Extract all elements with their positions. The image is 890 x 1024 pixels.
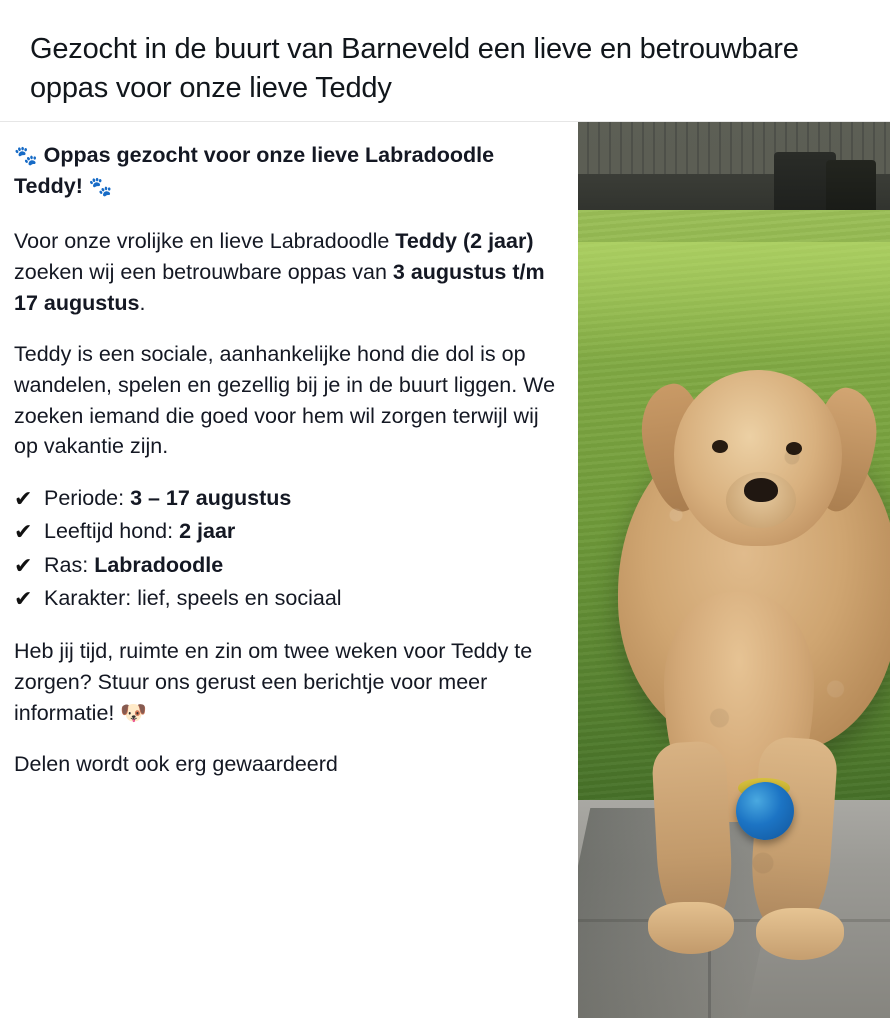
post-heading: [14, 140, 562, 202]
photo-bin-right: [826, 160, 876, 216]
post-paragraph-2: Teddy is een sociale, aanhankelijke hond die dol is op wandelen, spelen en gezellig bij je in de buurt liggen. We zoeken iemand die goed voor hem wil zorgen terwijl wij op vakantie zijn.: [14, 342, 556, 459]
post-closing-paragraph: [14, 636, 562, 728]
check-icon: ✔: [14, 486, 33, 512]
post-photo[interactable]: [578, 122, 890, 1018]
check-icon: ✔: [14, 519, 33, 545]
post-checklist: [14, 483, 562, 614]
checklist-label: Leeftijd hond:: [44, 519, 180, 544]
dog-face-icon: 🐶: [120, 700, 148, 725]
checklist-item-ras: [14, 550, 562, 581]
post-paragraph-1: [14, 226, 562, 318]
checklist-item-text: [44, 583, 342, 614]
post-body: [0, 121, 890, 1018]
para1-part-1: Voor onze vrolijke en lieve Labradoodle: [14, 229, 396, 254]
checklist-item-periode: [14, 483, 562, 514]
checklist-item-karakter: [14, 583, 562, 614]
para1-part-2: Teddy (2 jaar): [395, 229, 534, 254]
check-icon: ✔: [14, 552, 33, 578]
blue-ball: [736, 782, 794, 840]
paw-print-icon-left: 🐾: [14, 146, 38, 168]
checklist-value: lief, speels en sociaal: [137, 585, 342, 610]
checklist-item-text: [44, 516, 235, 547]
post-share-line: Delen wordt ook erg gewaardeerd: [14, 752, 338, 777]
dog-paw-right: [756, 908, 844, 960]
dog-nose: [744, 478, 778, 502]
paw-print-icon-right: 🐾: [88, 177, 113, 199]
closing-text: Heb jij tijd, ruimte en zin om twee weken voor Teddy te zorgen? Stuur ons gerust een berichtje voor meer informatie!: [14, 639, 533, 725]
para1-part-5: .: [139, 290, 146, 315]
checklist-value: 2 jaar: [179, 519, 236, 544]
page-title: Gezocht in de buurt van Barneveld een lieve en betrouwbare oppas voor onze lieve Teddy: [30, 33, 799, 104]
dog-paw-left: [648, 902, 734, 954]
check-icon: ✔: [14, 585, 33, 611]
checklist-item-leeftijd: [14, 516, 562, 547]
checklist-item-text: [44, 550, 223, 581]
post-heading-text: Oppas gezocht voor onze lieve Labradoodle Teddy!: [14, 143, 495, 199]
checklist-label: Ras:: [44, 552, 95, 577]
checklist-label: Periode:: [44, 486, 131, 511]
checklist-value: 3 – 17 augustus: [130, 486, 292, 511]
checklist-label: Karakter:: [44, 585, 138, 610]
checklist-item-text: [44, 483, 291, 514]
photo-lawn-highlight: [578, 242, 890, 362]
checklist-value: Labradoodle: [94, 552, 224, 577]
para1-part-4: 3 augustus t/m 17 augustus: [14, 259, 545, 315]
para1-part-3: zoeken wij een betrouwbare oppas van: [14, 259, 393, 284]
post-text-column: [0, 122, 578, 1018]
